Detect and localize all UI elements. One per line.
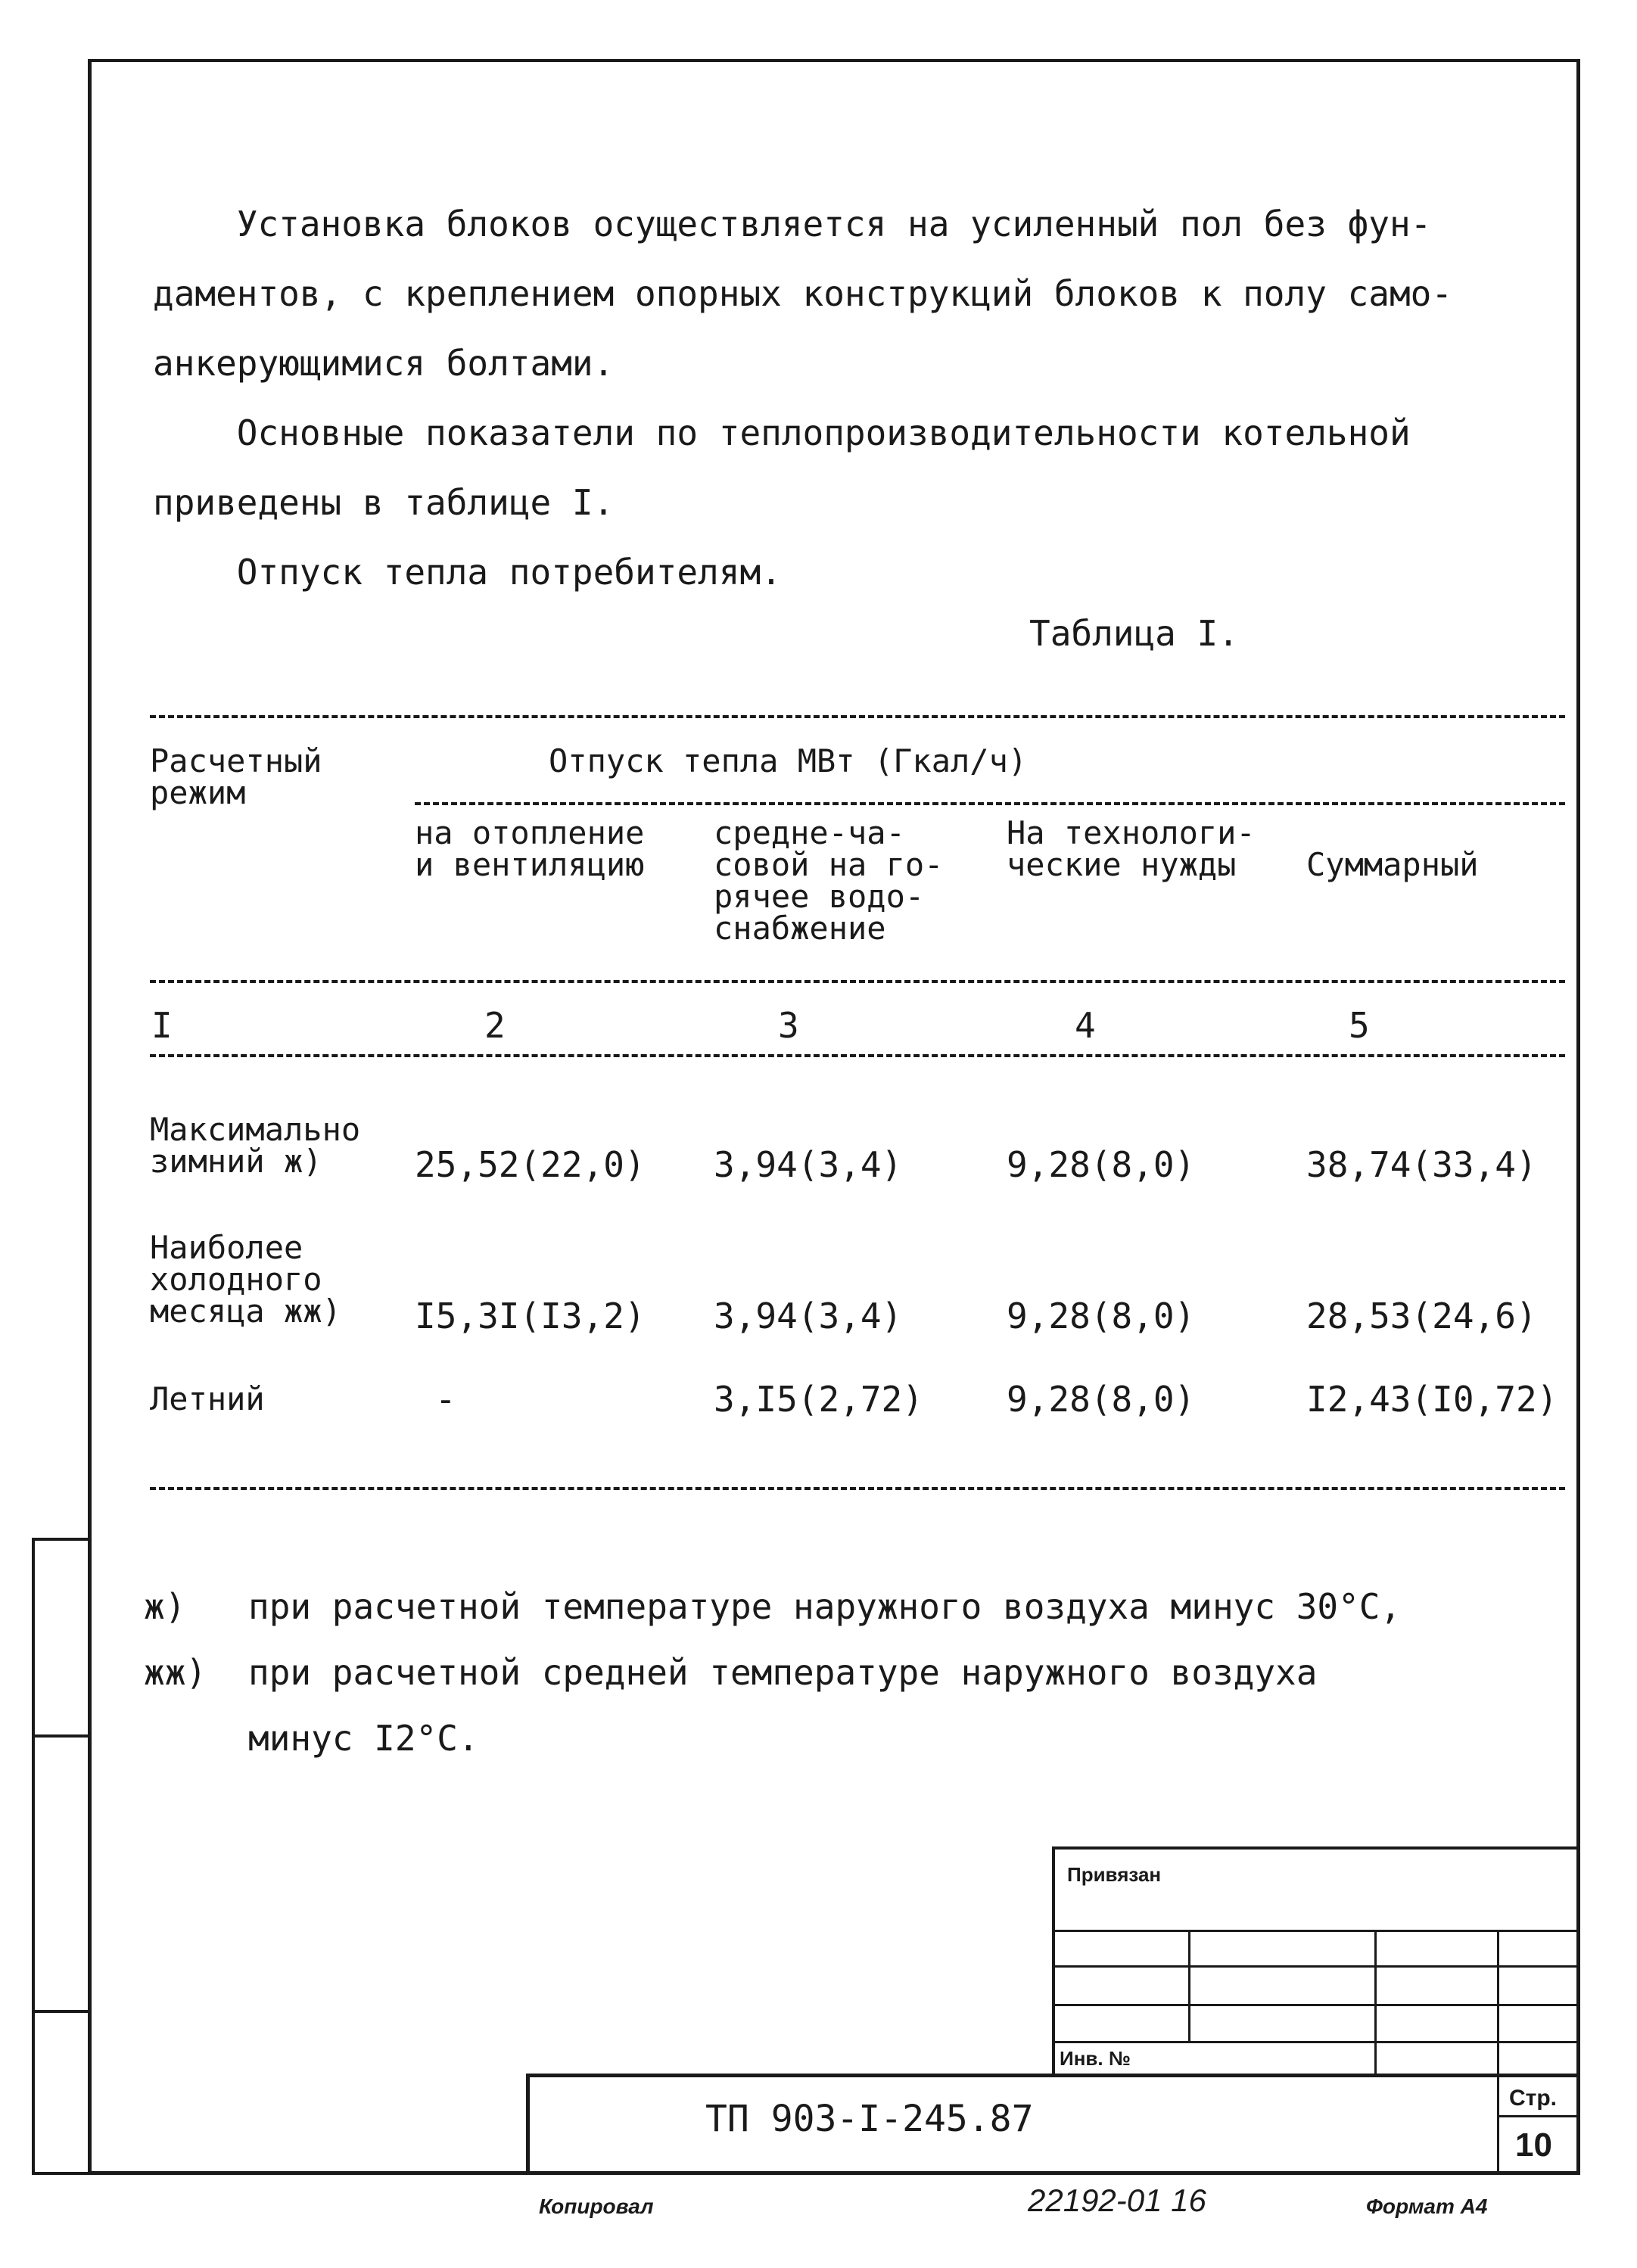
intro-line-1: Установка блоков осуществляется на усиленный пол без фун- <box>153 204 1432 244</box>
column-header-total: Суммарный <box>1306 846 1479 883</box>
table-number-rule <box>150 1054 1565 1057</box>
table-cell: 28,53(24,6) <box>1306 1296 1537 1336</box>
page-label: Стр. <box>1509 2086 1558 2111</box>
mode-header: Расчетный режим <box>150 742 322 811</box>
table-cell: 25,52(22,0) <box>415 1144 646 1185</box>
table-group-rule <box>415 802 1565 805</box>
group-header: Отпуск тепла МВт (Гкал/ч) <box>549 742 1028 779</box>
stamp-grid <box>1052 2004 1580 2006</box>
table-bottom-rule <box>150 1487 1565 1490</box>
table-cell: - <box>435 1379 456 1420</box>
binding-strip <box>32 1538 92 2175</box>
stamp-inventory-label: Инв. № <box>1060 2047 1131 2070</box>
table-cell: 9,28(8,0) <box>1007 1144 1196 1185</box>
stamp-grid <box>1497 2115 1580 2117</box>
table-header-rule <box>150 980 1565 983</box>
table-top-rule <box>150 715 1565 718</box>
binding-strip-divider <box>32 1734 92 1738</box>
intro-line-4: Основные показатели по теплопроизводительности котельной <box>153 412 1411 453</box>
table-cell: 9,28(8,0) <box>1007 1296 1196 1336</box>
stamp-grid <box>1188 1930 1190 2043</box>
row-mode-max-winter: Максимально зимний ж) <box>150 1111 361 1180</box>
stamp-linked-label: Привязан <box>1067 1863 1162 1886</box>
table-cell: 38,74(33,4) <box>1306 1144 1537 1185</box>
note-text: минус I2°С. <box>248 1718 479 1759</box>
table-caption: Таблица I. <box>1029 613 1239 654</box>
table-cell: I2,43(I0,72) <box>1306 1379 1558 1420</box>
stamp-border <box>1052 1846 1580 1850</box>
table-cell: I5,3I(I3,2) <box>415 1296 646 1336</box>
note-text: при расчетной температуре наружного воздуха минус 30°С, <box>248 1586 1402 1627</box>
column-number: 5 <box>1349 1005 1370 1046</box>
stamp-grid <box>1374 1930 1377 2075</box>
row-mode-summer: Летний <box>150 1380 265 1417</box>
column-header-hot-water: средне-ча- совой на го- рячее водо- снабжение <box>714 814 944 947</box>
stamp-grid <box>1497 1930 1499 2175</box>
note-text: при расчетной средней температуре наружного воздуха <box>248 1652 1318 1693</box>
note-mark: ж) <box>144 1586 186 1627</box>
row-mode-coldest-month: Наиболее холодного месяца жж) <box>150 1229 341 1330</box>
table-cell: 3,I5(2,72) <box>714 1379 923 1420</box>
column-number: 3 <box>778 1005 799 1046</box>
column-number: 4 <box>1075 1005 1096 1046</box>
table-cell: 3,94(3,4) <box>714 1296 903 1336</box>
stamp-grid <box>1052 1965 1580 1968</box>
footer-format: Формат А4 <box>1366 2195 1488 2218</box>
document-code: ТП 903-I-245.87 <box>705 2098 1034 2140</box>
note-mark: жж) <box>144 1652 207 1693</box>
stamp-grid <box>1052 1930 1580 1932</box>
intro-line-3: анкерующимися болтами. <box>153 343 615 384</box>
column-number: 2 <box>484 1005 506 1046</box>
stamp-main-border <box>526 2074 1580 2077</box>
column-number: I <box>151 1005 173 1046</box>
intro-line-5: приведены в таблице I. <box>153 482 615 523</box>
intro-line-6: Отпуск тепла потребителям. <box>153 552 782 593</box>
page-number: 10 <box>1515 2126 1552 2164</box>
intro-line-2: даментов, с креплением опорных конструкций блоков к полу само- <box>153 273 1453 314</box>
table-cell: 3,94(3,4) <box>714 1144 903 1185</box>
table-cell: 9,28(8,0) <box>1007 1379 1196 1420</box>
footer-handwritten-number: 22192-01 16 <box>1028 2182 1206 2218</box>
stamp-grid <box>1052 2041 1580 2043</box>
binding-strip-divider <box>32 2010 92 2013</box>
stamp-main-border <box>526 2074 530 2175</box>
column-header-heating: на отопление и вентиляцию <box>415 814 645 883</box>
column-header-technological: На технологи- ческие нужды <box>1007 814 1256 883</box>
footer-copied: Копировал <box>539 2195 654 2218</box>
